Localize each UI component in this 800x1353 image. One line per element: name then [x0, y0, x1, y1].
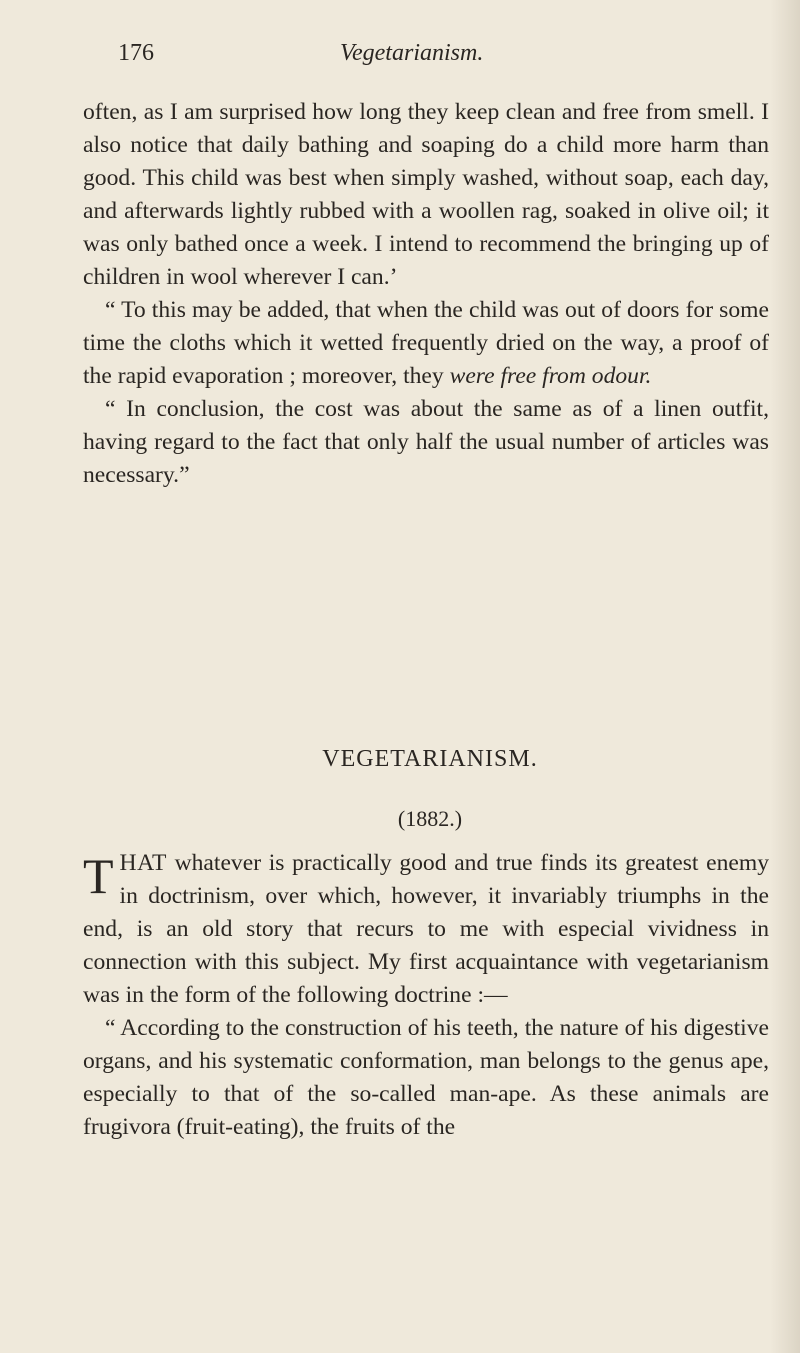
paragraph-3: “ In conclusion, the cost was about the same as of a linen outfit, having regard to the fact that only half the usual number of articles was necessary.”: [83, 396, 769, 488]
running-title: Vegetarianism.: [340, 40, 484, 66]
paragraph-1: often, as I am surprised how long they keep clean and free from smell. I also notice that daily bathing and soaping do a child more harm than good. This child was best when simply washed, without soap, each day, and afterwards lightly rubbed with a woollen rag, soaked in olive oil; it was only bathed once a week. I intend to recommend the bringing up of children in wool wherever I can.’: [83, 99, 769, 290]
section-date: (1882.): [397, 806, 463, 831]
text-block-top: [83, 96, 769, 492]
paragraph-2-italic: were free from odour.: [449, 363, 652, 389]
drop-cap: T: [83, 848, 114, 904]
text-block-section: [83, 847, 769, 1144]
paragraph-2: [83, 294, 769, 393]
section-paragraph-2: “ According to the construction of his teeth, the nature of his digestive organs, and his systematic conformation, man belongs to the genus ape, especially to that of the so-called man-ape. As these animals are frugivora (fruit-eating), the fruits of the: [83, 1015, 769, 1140]
section-paragraph-1-text: whatever is practically good and true finds its greatest enemy in doctrinism, over which, however, it invariably triumphs in the end, is an old story that recurs to me with especial vividness in connection with this subject. My first acquaintance with vegetarianism was in the form of the following doctrine :—: [83, 850, 769, 1008]
section-paragraph-1: [83, 847, 769, 1012]
page-number: 176: [118, 40, 154, 66]
paragraph-2-text: “ To this may be added, that when the child was out of doors for some time the cloths which it wetted frequently dried on the way, a proof of the rapid evaporation ; moreover, they: [83, 297, 769, 389]
running-head: [0, 40, 800, 80]
small-caps-word: HAT: [119, 850, 167, 876]
section-title: VEGETARIANISM.: [322, 746, 538, 772]
